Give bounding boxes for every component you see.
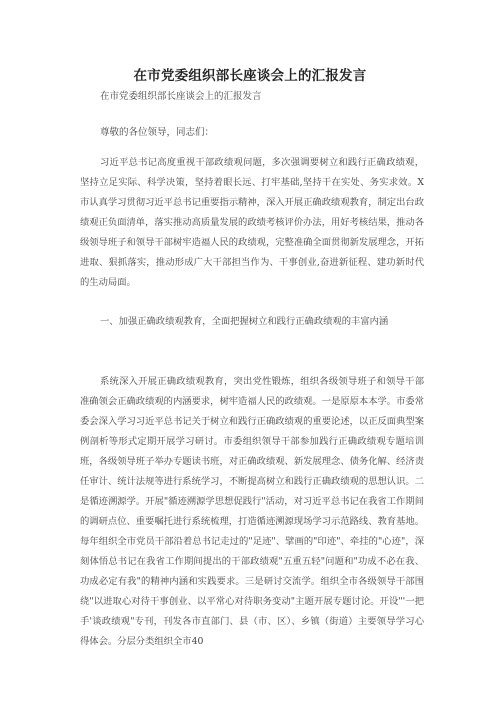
section-heading: 一、加强正确政绩观教育，全面把握树立和践行正确政绩观的丰富内涵 <box>100 316 389 327</box>
body-paragraph: 系统深入开展正确政绩观教育，突出党性锻炼，组织各级领导班子和领导干部准确领会正确政绩观的内涵要求，树牢造福人民的政绩观。一是原原本本学。市委常委会深入学习习近平总书记关于树立和践行正确政绩观的重要论述，以正反面典型案例剖析等形式定期开展学习研讨。市委组织领导干部参加践行正确政绩观专题培训班，各级领导班子举办专题读书班，对正确政绩观、新发展理念、债务化解、经济责任审计、统计法规等进行系统学习，不断提高树立和践行正确政绩观的思想认识。二是循迹溯源学。开展"循迹溯源学思想促践行"活动，对习近平总书记在我省工作期间的调研点位、重要嘱托进行系统梳理，打造循迹溯源现场学习示范路线、教育基地。每年组织全市党员干部沿着总书记走过的"足迹"、擘画的"印迹"、牵挂的"心迹"，深刻体悟总书记在我省工作期间提出的干部政绩观"五重五轻"问题和"功成不必在我、功成必定有我"的精神内涵和实践要求。三是研讨交流学。组织全市各级领导干部围绕"以进取心对待干事创业、以平常心对待职务变动"主题开展专题讨论。开设"'一把手'谈政绩观"专刊，刊发各市直部门、县（市、区）、乡镇（街道）主要领导学习心得体会。分层分类组织全市40 <box>80 376 424 647</box>
greeting: 尊敬的各位领导，同志们： <box>100 127 215 138</box>
document-title: 在市党委组织部长座谈会上的汇报发言 <box>133 68 367 84</box>
intro-paragraph: 习近平总书记高度重视干部政绩观问题，多次强调要树立和践行正确政绩观，坚持立足实际、科学决策，坚持着眼长远、打牢基础,坚持干在实处、务实求效。X市认真学习贯彻习近平总书记重要指示精神，深入开展正确政绩观教育，制定出台政绩观正负面清单，落实推动高质量发展的政绩考核评价办法，用好考核结果，推动各级领导班子和领导干部树牢造福人民的政绩观，完整准确全面贯彻新发展理念，开拓进取、狠抓落实，推动形成广大干部担当作为、干事创业,奋进新征程、建功新时代的生动局面。 <box>80 157 424 288</box>
document-subtitle: 在市党委组织部长座谈会上的汇报发言 <box>100 91 262 102</box>
